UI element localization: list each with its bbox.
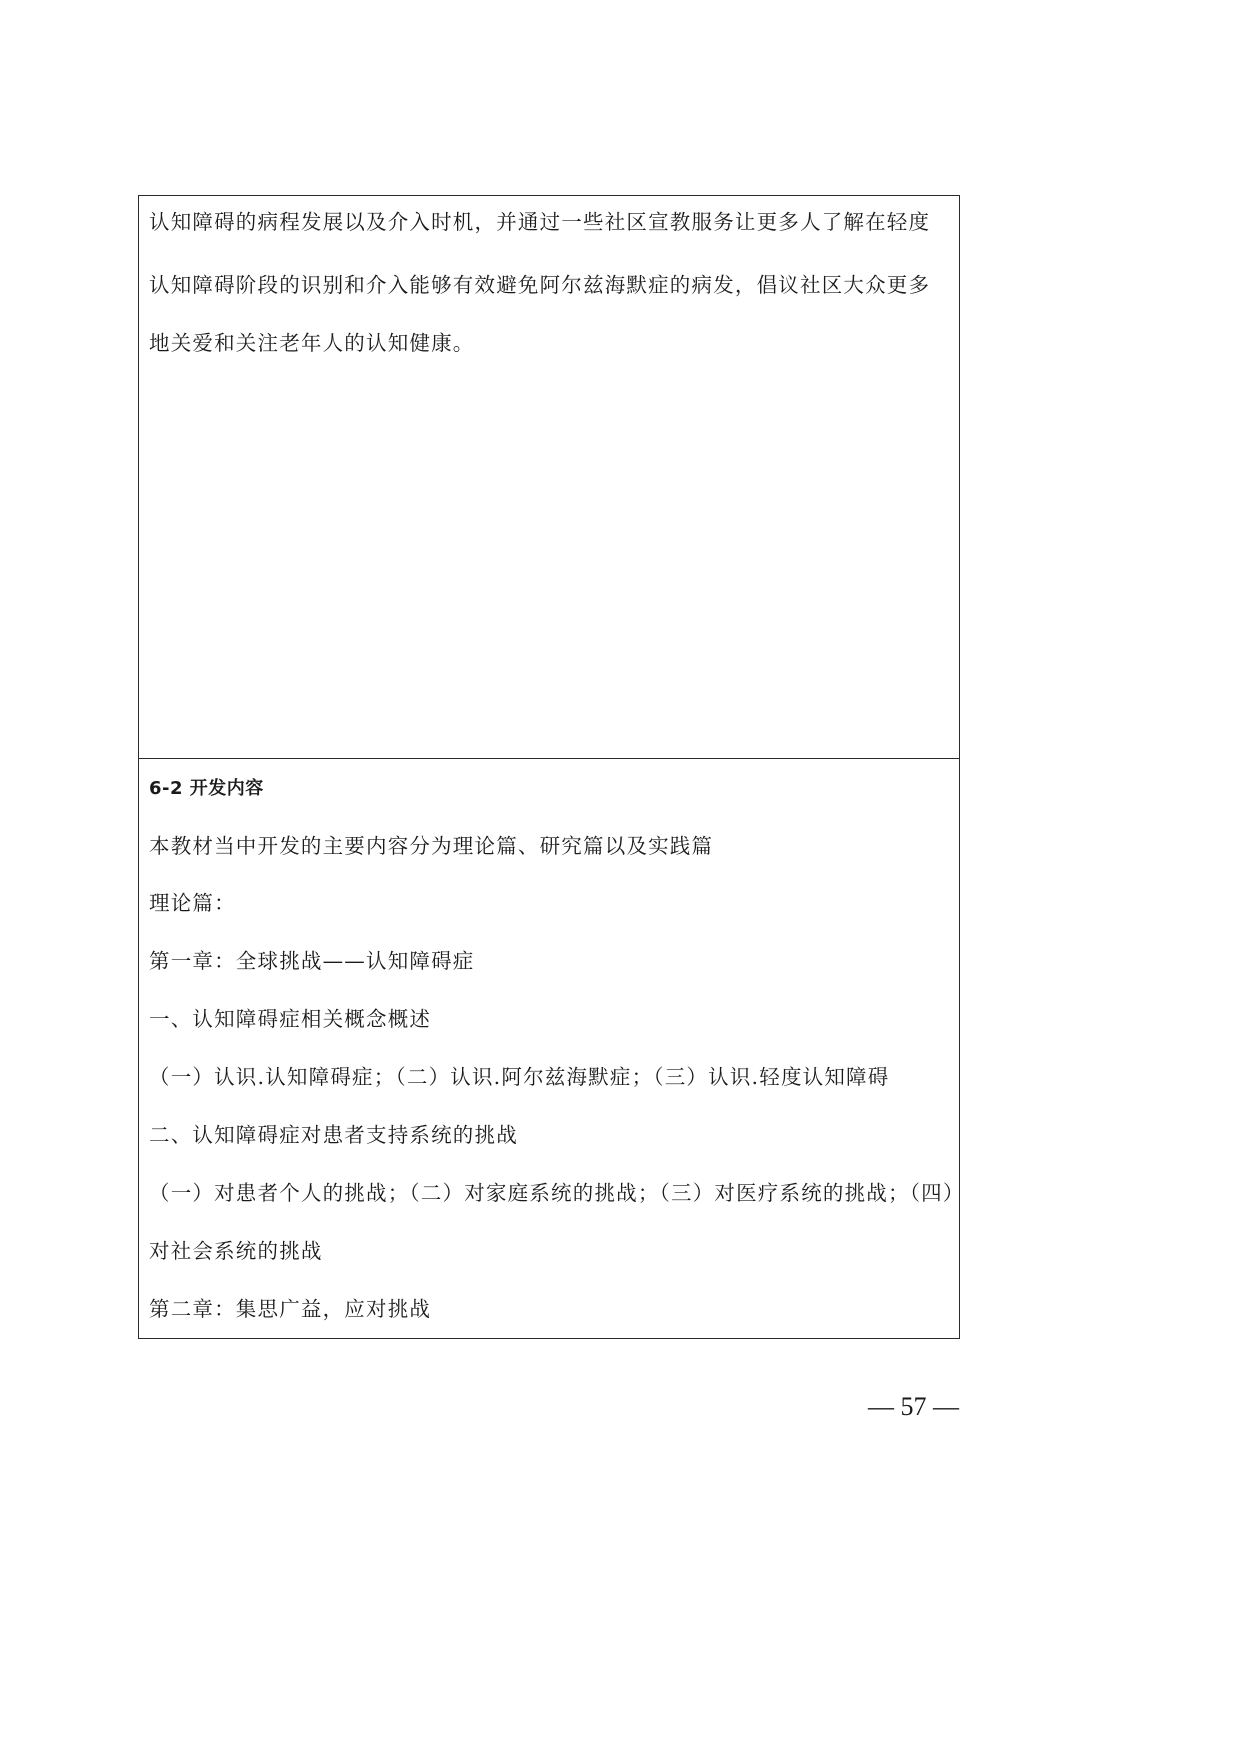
subsection-list: （一）认识.认知障碍症；（二）认识.阿尔兹海默症；（三）认识.轻度认知障碍	[149, 1065, 890, 1089]
chapter-title: 第二章：集思广益，应对挑战	[149, 1297, 432, 1321]
content-table	[138, 195, 965, 1339]
paragraph-line: 认知障碍阶段的识别和介入能够有效避免阿尔兹海默症的病发，倡议社区大众更多	[149, 273, 931, 297]
section-title: 一、认知障碍症相关概念概述	[149, 1007, 432, 1031]
chapter-title: 第一章：全球挑战——认知障碍症	[149, 949, 475, 973]
paragraph-line: 理论篇：	[149, 891, 236, 915]
table-cell-top	[139, 196, 959, 759]
subsection-list: 对社会系统的挑战	[149, 1239, 323, 1263]
paragraph-line: 认知障碍的病程发展以及介入时机，并通过一些社区宣教服务让更多人了解在轻度	[149, 210, 931, 234]
section-title: 二、认知障碍症对患者支持系统的挑战	[149, 1123, 518, 1147]
table-cell-bottom	[139, 759, 965, 1338]
paragraph-line: 本教材当中开发的主要内容分为理论篇、研究篇以及实践篇	[149, 834, 714, 858]
paragraph-line: 地关爱和关注老年人的认知健康。	[149, 331, 475, 355]
section-heading: 6-2 开发内容	[149, 778, 264, 799]
subsection-list: （一）对患者个人的挑战；（二）对家庭系统的挑战；（三）对医疗系统的挑战；（四）	[149, 1181, 965, 1205]
page-number: — 57 —	[868, 1392, 959, 1421]
